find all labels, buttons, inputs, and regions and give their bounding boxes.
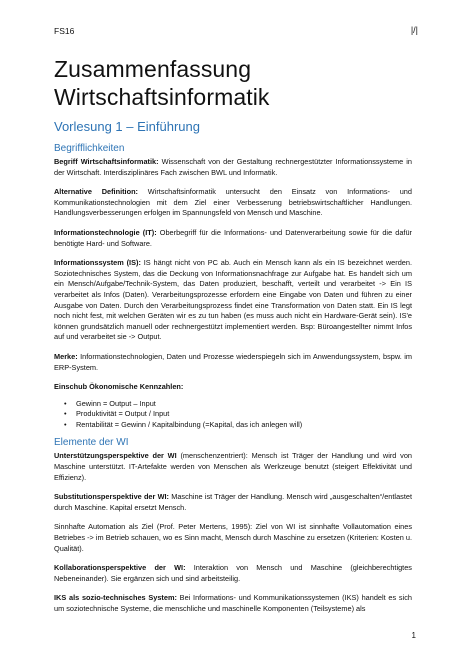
paragraph-text: Wissenschaft von der Gestaltung rechnergestützter Informationssysteme in der Wirtschaft. Interdisziplinäres Fach zwischen BWL und Informatik. xyxy=(54,157,412,177)
section-heading-elemente: Elemente der WI xyxy=(54,437,129,449)
term: IKS als sozio-technisches System: xyxy=(54,593,177,603)
term: Merke: xyxy=(54,351,78,361)
paragraph-text: Wirtschaftsinformatik untersucht den Einsatz von Informations- und Kommunikationstechnologien mit dem Ziel einer Verbesserung betriebswirtschaftlicher Handlungen. Handlungsverbesserungen erfolgen im Spannungsfeld von Mensch und Maschine. xyxy=(54,187,412,218)
paragraph-text: Mensch ist Träger der Handlung und wird von Maschine unterstützt. IT-Artefakte werden von Menschen als Werkzeuge benutzt (steigert Effektivität und Effizienz). xyxy=(54,451,413,482)
term: Begriff Wirtschaftsinformatik: xyxy=(54,157,159,166)
header-left: FS16 xyxy=(54,26,75,36)
term: Informationssystem (IS): xyxy=(54,258,141,268)
paragraph-merke xyxy=(54,352,412,373)
paragraph-substitution xyxy=(54,492,412,513)
page-number: 1 xyxy=(411,631,416,640)
paragraph-sinnhafte-automation xyxy=(54,522,412,554)
term: Informationstechnologie (IT): xyxy=(54,227,157,237)
paragraph-informationstechnologie xyxy=(54,228,412,249)
section-heading-begrifflichkeiten: Begrifflichkeiten xyxy=(54,143,125,154)
term: Substitutionsperspektive der WI: xyxy=(54,492,169,502)
term: Unterstützungsperspektive der WI xyxy=(54,451,177,461)
header-right: |/| xyxy=(410,25,418,35)
list-item: • Rentabilität = Gewinn / Kapitalbindung (=Kapital, das ich anlegen will) xyxy=(76,420,412,431)
term-rest: (menschenzentriert): xyxy=(176,451,248,461)
paragraph-iks xyxy=(54,593,412,614)
paragraph-kollaboration xyxy=(54,563,412,584)
term: Kollaborationsperspektive der WI: xyxy=(54,563,186,573)
paragraph-text: Interaktion von Mensch und Maschine (gleichberechtigtes Nebeneinander). Sie ergänzen sich und sind arbeitsteilig. xyxy=(54,563,412,583)
paragraph-unterstuetzung xyxy=(54,451,412,483)
document-title: Zusammenfassung Wirtschaftsinformatik xyxy=(54,56,270,110)
paragraph-alternative-definition xyxy=(54,187,412,219)
paragraph-text: Bei Informations- und Kommunikationssystemen (IKS) handelt es sich um soziotechnische Systeme, die menschliche und maschinelle Komponenten (Teilsysteme) als xyxy=(54,593,412,613)
kennzahlen-heading xyxy=(54,382,412,393)
list-item: • Produktivität = Output / Input xyxy=(76,409,412,420)
paragraph-text: Oberbegriff für die Informations- und Datenverarbeitung sowie für die dafür benötigte Hard- und Software. xyxy=(54,227,412,248)
lecture-heading: Vorlesung 1 – Einführung xyxy=(54,119,200,134)
paragraph-text: Sinnhafte Automation als Ziel (Prof. Peter Mertens, 1995): Ziel von WI ist sinnhafte Vollautomation eines Betriebes -> im Betrieb schauen, wo es Sinn macht, Mensch durch Maschine zu ersetzen (Kriterien: Kosten u. Qualität). xyxy=(54,522,412,553)
paragraph-begriff-wi xyxy=(54,157,412,178)
paragraph-text: IS hängt nicht von PC ab. Auch ein Mensch kann als ein IS bezeichnet werden. Soziotechnisches System, das die Deckung von Informationsnachfrage zur Aufgabe hat. Es handelt sich um ein Mensch/Aufgabe/Technik-System, das Daten produziert, beschafft, verteilt und verarbeitet -> Ein IS verarbeitet als Infos (Daten). Verarbeitungsprozesse erfordern eine Eingabe von Daten und führen zu einer Ausgabe von Daten. Durch den Verarbeitungsprozess findet eine Transformation von Daten statt. Ein IS legt noch nicht fest, mit welchen Geräten wir es zu tun haben (es muss auch nicht ein Hardware-Gerät sein). IS'e können grundsätzlich manuell oder rechnergestützt implementiert werden. Bsp: Büroangestellter nimmt Infos auf und verarbeitet sie -> Output. xyxy=(54,258,412,342)
list-item: • Gewinn = Output – Input xyxy=(76,399,412,410)
term: Alternative Definition: xyxy=(54,187,139,197)
paragraph-text: Maschine ist Träger der Handlung. Mensch wird „ausgeschalten“/entlastet durch Maschine. Kapital ersetzt Mensch. xyxy=(54,492,412,512)
paragraph-text: Informationstechnologien, Daten und Prozesse wiederspiegeln sich im Anwendungssystem, bspw. im ERP-System. xyxy=(54,351,412,372)
kennzahlen-list xyxy=(54,399,412,431)
paragraph-informationssystem xyxy=(54,258,412,343)
kennzahlen-heading-text: Einschub Ökonomische Kennzahlen: xyxy=(54,382,184,392)
